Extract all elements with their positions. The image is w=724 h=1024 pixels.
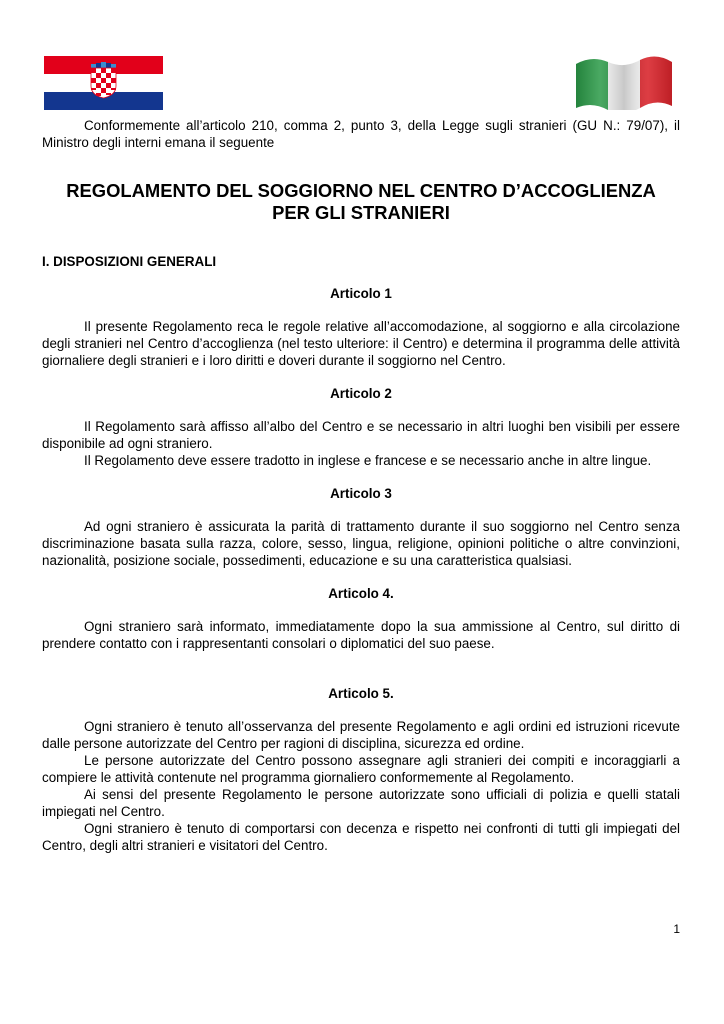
article-3-body [42,518,680,569]
article-5-paragraph-1: Ogni straniero è tenuto all’osservanza del presente Regolamento e agli ordini ed istruzioni ricevute dalle persone autorizzate del Centro per ragioni di disciplina, sicurezza ed ordine. [42,719,680,751]
article-1-paragraph-1: Il presente Regolamento reca le regole relative all’accomodazione, al soggiorno e alla circolazione degli stranieri nel Centro d’accoglienza (nel testo ulteriore: il Centro) e determina il programma delle attività giornaliere degli stranieri e i loro diritti e doveri durante il soggiorno nel Centro. [42,319,680,368]
title-line-1: REGOLAMENTO DEL SOGGIORNO NEL CENTRO D’ACCOGLIENZA [66,180,656,201]
croatia-flag [44,56,163,110]
article-3-heading: Articolo 3 [330,486,392,501]
article-5-body [42,718,680,854]
article-5-paragraph-4: Ogni straniero è tenuto di comportarsi con decenza e rispetto nei confronti di tutti gli impiegati del Centro, degli altri stranieri e visitatori del Centro. [42,821,680,853]
section-heading: I. DISPOSIZIONI GENERALI [42,254,217,269]
document-title [42,180,680,224]
article-1-body [42,318,680,369]
article-1-heading: Articolo 1 [330,286,392,301]
intro-paragraph: Conformemente all’articolo 210, comma 2, punto 3, della Legge sugli stranieri (GU N.: 79/07), il Ministro degli interni emana il seguente [42,118,680,150]
article-2-body [42,418,680,469]
article-5-heading: Articolo 5. [328,686,394,701]
article-5-paragraph-3: Ai sensi del presente Regolamento le persone autorizzate sono ufficiali di polizia e quelli statali impiegati nel Centro. [42,787,680,819]
article-4-body [42,618,680,652]
italy-flag [574,56,674,110]
croatian-coat-of-arms-icon [91,62,116,98]
article-2-paragraph-2: Il Regolamento deve essere tradotto in inglese e francese e se necessario anche in altre lingue. [84,453,652,468]
document-body [42,117,680,854]
article-5-paragraph-2: Le persone autorizzate del Centro possono assegnare agli stranieri dei compiti e incoraggiarli a compiere le attività contenute nel programma giornaliero conformemente al Regolamento. [42,753,680,785]
article-3-paragraph-1: Ad ogni straniero è assicurata la parità di trattamento durante il suo soggiorno nel Centro senza discriminazione basata sulla razza, colore, sesso, lingua, religione, opinioni politiche o altre convinzioni, nazionalità, posizione sociale, possedimenti, educazione e su una caratteristica qualsiasi. [42,519,680,568]
article-4-paragraph-1: Ogni straniero sarà informato, immediatamente dopo la sua ammissione al Centro, sul diritto di prendere contatto con i rappresentanti consolari o diplomatici del suo paese. [42,619,680,651]
page-number: 1 [673,922,680,936]
title-line-2: PER GLI STRANIERI [272,202,450,223]
article-2-paragraph-1: Il Regolamento sarà affisso all’albo del Centro e se necessario in altri luoghi ben visibili per essere disponibile ad ogni straniero. [42,419,680,451]
article-2-heading: Articolo 2 [330,386,392,401]
article-4-heading: Articolo 4. [328,586,394,601]
